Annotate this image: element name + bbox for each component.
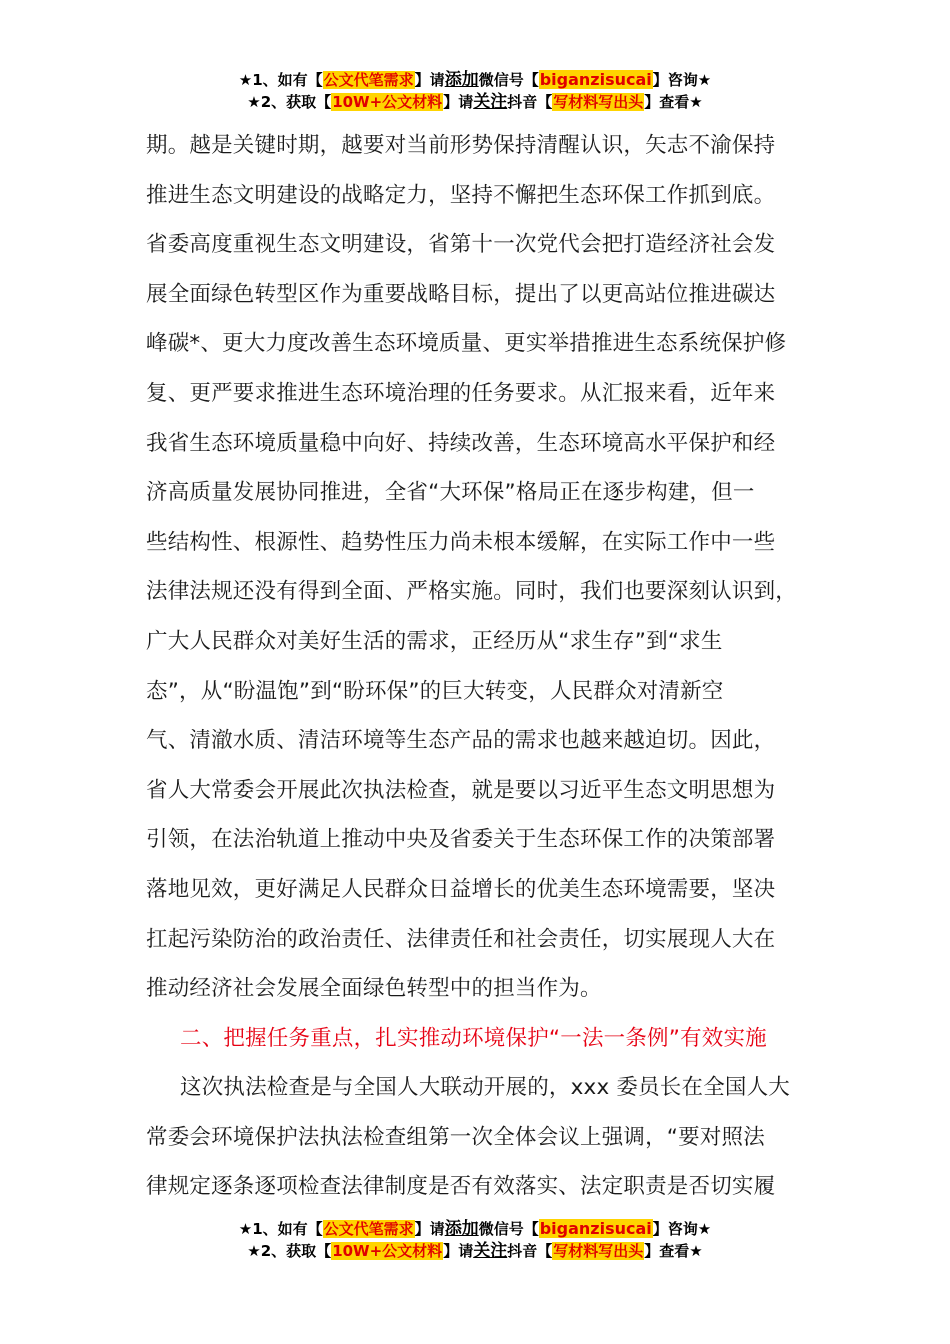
text-line: 峰碳*、更大力度改善生态环境质量、更实举措推进生态系统保护修 xyxy=(146,331,787,357)
text-line: 期。越是关键时期，越要对当前形势保持清醒认识，矢志不渝保持 xyxy=(146,133,776,158)
banner-text: 】请 xyxy=(443,93,474,111)
text-line: 律规定逐条逐项检查法律制度是否有效落实、法定职责是否切实履 xyxy=(146,1174,776,1200)
banner-text: 】咨询★ xyxy=(652,71,712,89)
banner-line-2 xyxy=(0,91,950,113)
banner-highlight-materials: 10W+公文材料 xyxy=(332,93,443,111)
banner-highlight-wechat: biganzisucai xyxy=(539,1219,652,1238)
banner-text: 微信号【 xyxy=(478,1220,539,1238)
banner-line-1 xyxy=(0,1218,950,1240)
banner-highlight-douyin: 写材料写出头 xyxy=(553,1242,644,1260)
banner-line-1 xyxy=(0,69,950,91)
banner-text: ★1、如有【 xyxy=(238,1220,323,1238)
bottom-banner xyxy=(0,1218,950,1262)
paragraph-1 xyxy=(146,121,810,1014)
banner-text: 】请 xyxy=(443,1242,474,1260)
text-line: 引领，在法治轨道上推动中央及省委关于生态环保工作的决策部署 xyxy=(146,827,776,853)
text-line: 态”，从“盼温饱”到“盼环保”的巨大转变，人民群众对清新空 xyxy=(146,678,724,704)
banner-text: 】查看★ xyxy=(644,1242,703,1260)
banner-underline-text: 添加 xyxy=(444,1219,479,1239)
banner-highlight-materials: 10W+公文材料 xyxy=(332,1242,443,1260)
banner-underline-text: 关注 xyxy=(473,1241,508,1261)
text-line: 推动经济社会发展全面绿色转型中的担当作为。 xyxy=(146,976,602,1002)
banner-underline-text: 添加 xyxy=(444,70,479,90)
text-line: 落地见效，更好满足人民群众日益增长的优美生态环境需要，坚决 xyxy=(146,876,776,902)
banner-text: ★1、如有【 xyxy=(238,71,323,89)
text-line: 法律法规还没有得到全面、严格实施。同时，我们也要深刻认识到， xyxy=(146,579,798,605)
banner-text: ★2、获取【 xyxy=(247,1242,332,1260)
text-line: 气、清澈水质、清洁环境等生态产品的需求也越来越迫切。因此， xyxy=(146,728,776,754)
banner-highlight-douyin: 写材料写出头 xyxy=(553,93,644,111)
text-line: 省人大常委会开展此次执法检查，就是要以习近平生态文明思想为 xyxy=(146,777,776,803)
banner-highlight-service: 公文代笔需求 xyxy=(323,71,414,89)
banner-text: 】请 xyxy=(414,1220,445,1238)
text-line: 展全面绿色转型区作为重要战略目标，提出了以更高站位推进碳达 xyxy=(146,281,776,307)
text-line: 常委会环境保护法执法检查组第一次全体会议上强调，“要对照法 xyxy=(146,1124,765,1150)
banner-text: ★2、获取【 xyxy=(247,93,332,111)
text-line: 扛起污染防治的政治责任、法律责任和社会责任，切实展现人大在 xyxy=(146,926,776,952)
text-line: 广大人民群众对美好生活的需求，正经历从“求生存”到“求生 xyxy=(146,628,723,654)
banner-line-2 xyxy=(0,1240,950,1262)
banner-text: 微信号【 xyxy=(478,71,539,89)
banner-text: 】查看★ xyxy=(644,93,703,111)
banner-text: 】请 xyxy=(414,71,445,89)
text-line: 些结构性、根源性、趋势性压力尚未根本缓解，在实际工作中一些 xyxy=(146,529,776,555)
top-banner xyxy=(0,69,950,113)
banner-highlight-service: 公文代笔需求 xyxy=(323,1220,414,1238)
text-line: 复、更严要求推进生态环境治理的任务要求。从汇报来看，近年来 xyxy=(146,380,776,406)
text-line: 这次执法检查是与全国人大联动开展的，xxx 委员长在全国人大 xyxy=(180,1075,791,1101)
section-heading: 二、把握任务重点，扎实推动环境保护“一法一条例”有效实施 xyxy=(180,1025,767,1051)
text-line: 我省生态环境质量稳中向好、持续改善，生态环境高水平保护和经 xyxy=(146,430,776,456)
banner-highlight-wechat: biganzisucai xyxy=(539,70,652,89)
text-line: 推进生态文明建设的战略定力，坚持不懈把生态环保工作抓到底。 xyxy=(146,182,776,208)
document-body xyxy=(146,121,810,1212)
banner-underline-text: 关注 xyxy=(473,92,508,112)
text-line: 省委高度重视生态文明建设，省第十一次党代会把打造经济社会发 xyxy=(146,232,776,258)
banner-text: 抖音【 xyxy=(507,1242,553,1260)
banner-text: 】咨询★ xyxy=(652,1220,712,1238)
paragraph-2 xyxy=(146,1063,810,1212)
text-line: 济高质量发展协同推进，全省“大环保”格局正在逐步构建，但一 xyxy=(146,480,755,506)
banner-text: 抖音【 xyxy=(507,93,553,111)
